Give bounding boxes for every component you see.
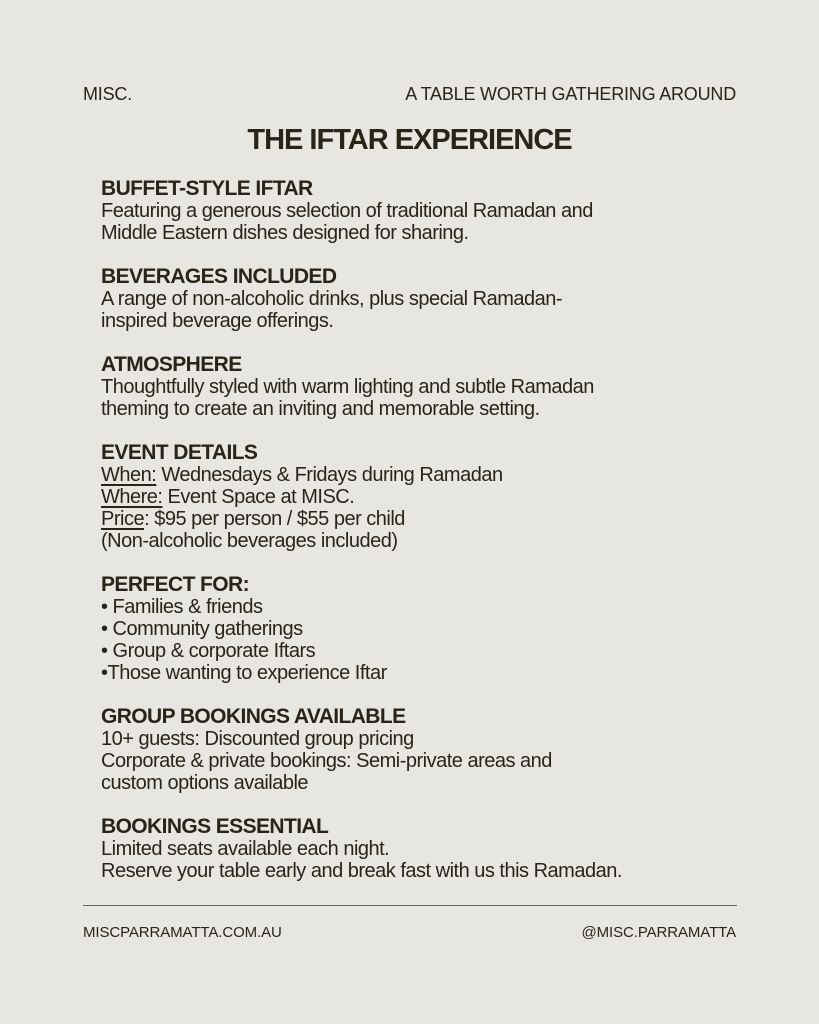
content: [101, 177, 741, 903]
section-text: A range of non-alcoholic drinks, plus special Ramadan-: [101, 288, 563, 310]
section-heading: EVENT DETAILS: [101, 441, 258, 464]
event-price: [101, 508, 741, 530]
section-bookings-essential: [101, 815, 741, 882]
section-group-bookings: [101, 705, 741, 794]
footer-divider: [83, 905, 737, 906]
section-text: inspired beverage offerings.: [101, 310, 334, 332]
event-when: [101, 464, 741, 486]
section-text: Reserve your table early and break fast with us this Ramadan.: [101, 860, 622, 882]
footer: [83, 924, 736, 941]
section-text: Featuring a generous selection of traditional Ramadan and: [101, 200, 593, 222]
tagline: A TABLE WORTH GATHERING AROUND: [405, 84, 736, 104]
price-value: : $95 per person / $55 per child: [144, 508, 405, 530]
section-heading: GROUP BOOKINGS AVAILABLE: [101, 705, 406, 728]
section-text: custom options available: [101, 772, 309, 794]
event-where: [101, 486, 741, 508]
section-beverages: [101, 265, 741, 332]
section-atmosphere: [101, 353, 741, 420]
section-heading: BOOKINGS ESSENTIAL: [101, 815, 329, 838]
price-note: (Non-alcoholic beverages included): [101, 530, 398, 552]
page-title: THE IFTAR EXPERIENCE: [247, 124, 572, 156]
section-text: 10+ guests: Discounted group pricing: [101, 728, 414, 750]
when-label: When:: [101, 464, 157, 486]
where-label: Where:: [101, 486, 163, 508]
price-label: Price: [101, 508, 145, 530]
section-heading: ATMOSPHERE: [101, 353, 242, 376]
section-perfect-for: [101, 573, 741, 684]
section-text: Middle Eastern dishes designed for sharing.: [101, 222, 469, 244]
section-heading: BEVERAGES INCLUDED: [101, 265, 337, 288]
social-handle[interactable]: @MISC.PARRAMATTA: [581, 924, 736, 941]
list-item: • Group & corporate Iftars: [101, 640, 316, 662]
list-item: • Families & friends: [101, 596, 263, 618]
section-text: theming to create an inviting and memorable setting.: [101, 398, 540, 420]
list-item: • Community gatherings: [101, 618, 303, 640]
section-buffet: [101, 177, 741, 244]
list-item: •Those wanting to experience Iftar: [101, 662, 387, 684]
when-value: Wednesdays & Fridays during Ramadan: [156, 464, 503, 486]
section-heading: PERFECT FOR:: [101, 573, 249, 596]
where-value: Event Space at MISC.: [162, 486, 355, 508]
section-text: Corporate & private bookings: Semi-private areas and: [101, 750, 552, 772]
section-text: Limited seats available each night.: [101, 838, 390, 860]
section-event-details: [101, 441, 741, 552]
top-bar: [83, 84, 736, 105]
section-text: Thoughtfully styled with warm lighting and subtle Ramadan: [101, 376, 594, 398]
website-link[interactable]: MISCPARRAMATTA.COM.AU: [83, 924, 282, 941]
section-heading: BUFFET-STYLE IFTAR: [101, 177, 313, 200]
brand-name: MISC.: [83, 84, 133, 104]
